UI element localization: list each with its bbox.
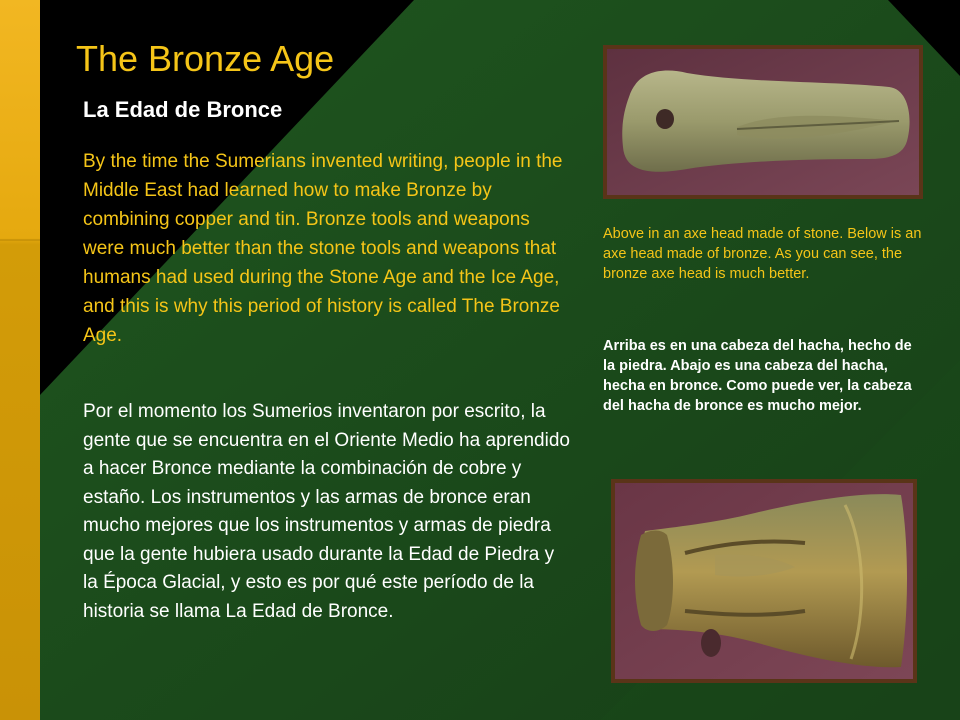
slide-title: The Bronze Age (76, 38, 335, 79)
stone-axe-head-photo (603, 45, 923, 199)
bronze-axe-head-illustration (615, 483, 913, 679)
slide-subtitle: La Edad de Bronce (83, 97, 283, 122)
body-text-spanish: Por el momento los Sumerios inventaron por escrito, la gente que se encuentra en el Oriente Medio ha aprendido a hacer Bronce mediante la combinación de cobre y estaño. Los instrumentos y las armas de bronce eran mucho mejores que los instrumentos y armas de piedra que la gente hubiera usado durante la Edad de Piedra y la Época Glacial, y esto es por qué este período de la historia se llama La Edad de Bronce. (83, 401, 570, 622)
caption-spanish: Arriba es en una cabeza del hacha, hecho de la piedra. Abajo es una cabeza del hacha, hecha en bronce. Como puede ver, la cabeza del hacha de bronce es mucho mejor. (603, 338, 912, 414)
caption-english: Above in an axe head made of stone. Below is an axe head made of bronze. As you can see, the bronze axe head is much better. (603, 226, 922, 282)
body-text-english: By the time the Sumerians invented writing, people in the Middle East had learned how to make Bronze by combining copper and tin. Bronze tools and weapons were much better than the stone tools and weapons that humans had used during the Stone Age and the Ice Age, and this is why this period of history is called The Bronze Age. (83, 151, 563, 346)
stone-axe-head-illustration (607, 49, 919, 195)
bronze-axe-head-photo (611, 479, 917, 683)
